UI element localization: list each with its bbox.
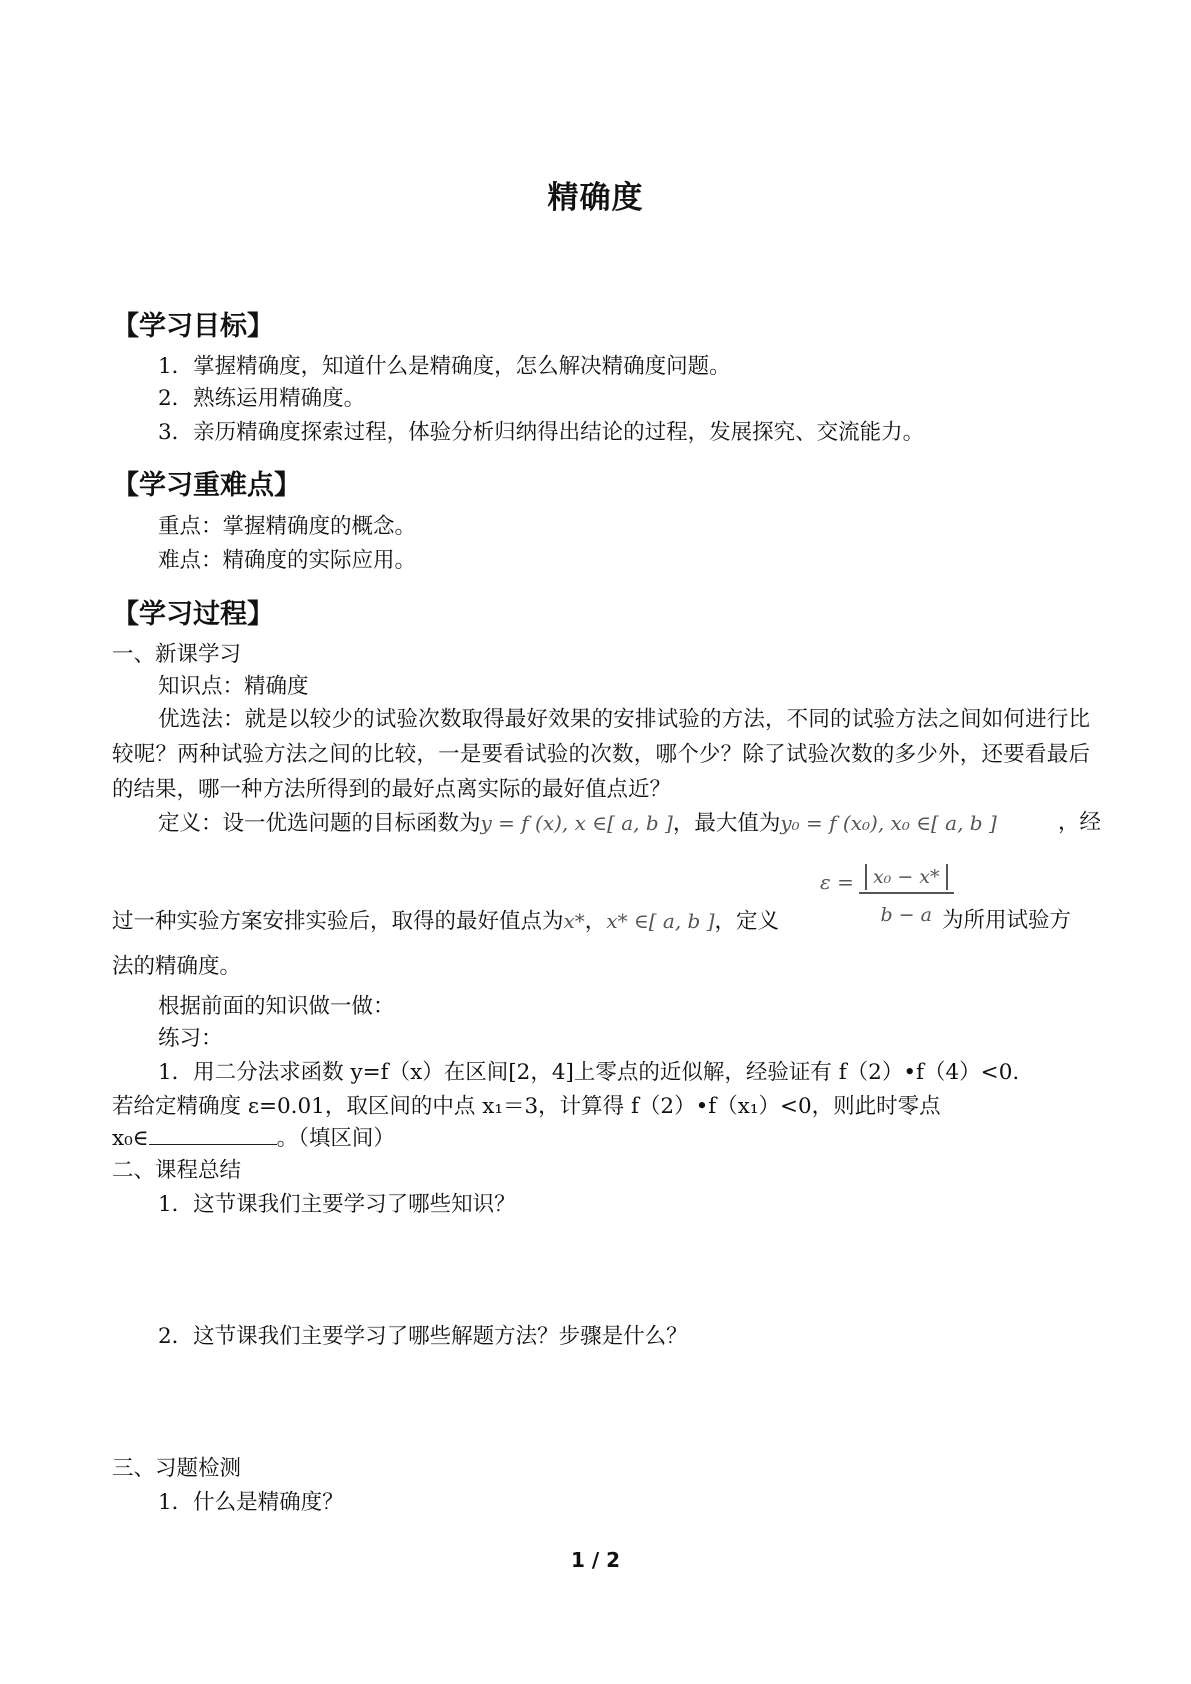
epsilon-lhs: ε = xyxy=(820,870,854,894)
exercise-1: 1．什么是精确度？ xyxy=(158,1490,344,1515)
part3-title: 三、习题检测 xyxy=(112,1456,242,1481)
answer-suffix: 。（填区间） xyxy=(276,1126,395,1151)
definition-text-f: 为所用试验方 xyxy=(942,908,1072,933)
question-1-line-3 xyxy=(112,1124,395,1154)
question-1-line-1: 1．用二分法求函数 y=f（x）在区间[2，4]上零点的近似解，经验证有 f（2）•f（4）<0. xyxy=(158,1060,1020,1085)
definition-text-g: 法的精确度。 xyxy=(112,954,242,979)
fraction-numerator: x₀ − x* xyxy=(865,864,948,890)
objective-function-formula: y = f (x), x ∈[ a, b ] xyxy=(480,811,673,835)
definition-sep: ， xyxy=(584,909,607,934)
question-1-line-2: 若给定精确度 ε=0.01，取区间的中点 x₁＝3，计算得 f（2）•f（x₁）<0，则此时零点 xyxy=(112,1094,941,1119)
definition-text-d: 过一种实验方案安排实验后，取得的最好值点为 xyxy=(112,909,564,934)
difficult-point: 难点：精确度的实际应用。 xyxy=(158,548,417,573)
fraction-denominator: b − a xyxy=(880,904,932,926)
goal-item-2: 2．熟练运用精确度。 xyxy=(158,386,366,411)
knowledge-point: 知识点：精确度 xyxy=(158,674,309,699)
goal-item-1: 1．掌握精确度，知道什么是精确度，怎么解决精确度问题。 xyxy=(158,354,731,379)
section-heading-keypoints: 【学习重难点】 xyxy=(112,470,301,501)
max-value-formula: y₀ = f (x₀), x₀ ∈[ a, b ] xyxy=(780,811,997,835)
answer-prefix: x₀∈ xyxy=(112,1126,149,1151)
definition-line-1 xyxy=(158,808,997,839)
summary-question-2: 2．这节课我们主要学习了哪些解题方法？步骤是什么？ xyxy=(158,1324,688,1349)
precision-formula xyxy=(820,866,954,926)
practice-label: 练习： xyxy=(158,1026,223,1051)
best-point-range-formula: x* ∈[ a, b ] xyxy=(606,909,715,933)
youxuan-paragraph: 优选法：就是以较少的试验次数取得最好效果的安排试验的方法，不同的试验方法之间如何进行比较呢？两种试验方法之间的比较，一是要看试验的次数，哪个少？除了试验次数的多少外，还要看最后的结果，哪一种方法所得到的最好点离实际的最好值点近？ xyxy=(112,707,1090,802)
definition-text-b: ，最大值为 xyxy=(672,811,781,836)
page-number: 1 / 2 xyxy=(570,1548,621,1572)
page-title: 精确度 xyxy=(547,180,644,216)
definition-text-a: 定义：设一优选问题的目标函数为 xyxy=(158,811,481,836)
section-heading-process: 【学习过程】 xyxy=(112,599,274,630)
key-point: 重点：掌握精确度的概念。 xyxy=(158,514,417,539)
definition-text-c: ，经 xyxy=(1058,810,1102,835)
try-it-text: 根据前面的知识做一做： xyxy=(158,994,395,1019)
precision-fraction xyxy=(859,866,954,926)
goal-item-3: 3．亲历精确度探索过程，体验分析归纳得出结论的过程，发展探究、交流能力。 xyxy=(158,420,925,445)
section-heading-goals: 【学习目标】 xyxy=(112,311,274,342)
part2-title: 二、课程总结 xyxy=(112,1158,242,1183)
part1-title: 一、新课学习 xyxy=(112,642,242,667)
answer-blank[interactable] xyxy=(149,1126,277,1145)
best-point-formula: x* xyxy=(563,909,585,933)
summary-question-1: 1．这节课我们主要学习了哪些知识？ xyxy=(158,1192,516,1217)
definition-line-2 xyxy=(112,906,779,937)
definition-text-e: ，定义 xyxy=(714,909,780,934)
